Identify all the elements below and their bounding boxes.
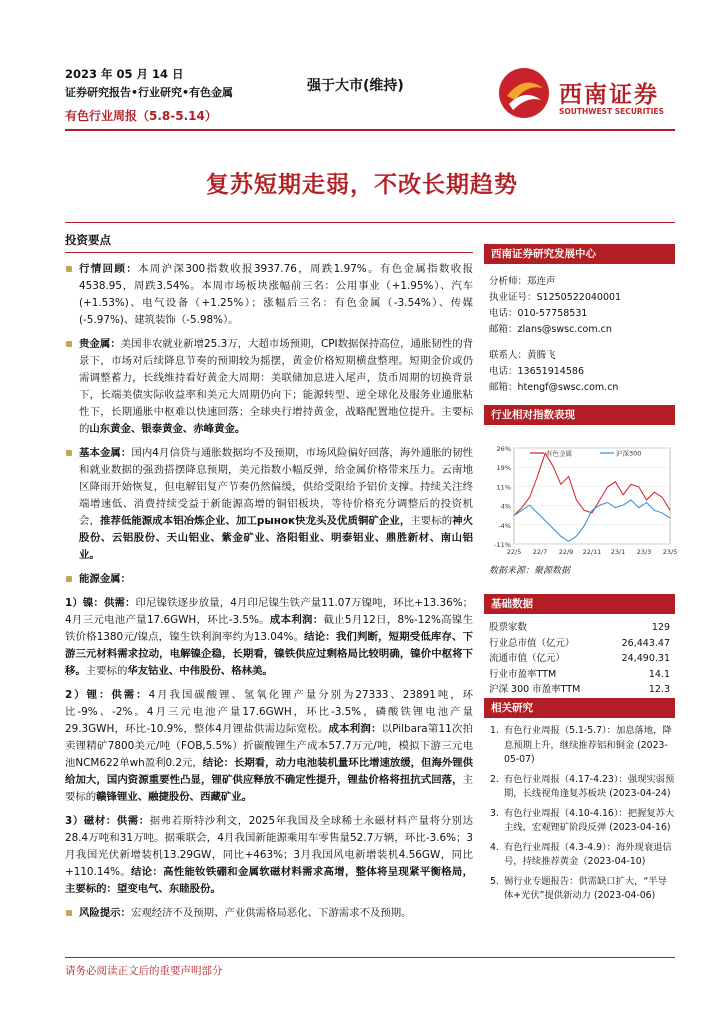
basic-data-value: 14.1	[648, 668, 670, 680]
section-rule	[65, 252, 473, 253]
chart-y-tick-label: 11%	[496, 483, 511, 492]
analyst-email: 邮箱：zlans@swsc.com.cn	[489, 324, 612, 335]
chart-y-tick-label: 4%	[500, 502, 511, 511]
related-research-text: 锡行业专题报告：供需缺口扩大，“半导体+光伏”提供新动力 (2023-04-06)	[504, 875, 667, 901]
analyst-phone: 电话：010-57758531	[489, 308, 588, 319]
related-research-item[interactable]	[484, 724, 675, 768]
chart-x-tick-label: 23/3	[636, 548, 652, 556]
related-research-text: 有色行业周报（4.3-4.9）：海外现衰退信号，持续推荐黄金（2023-04-10)	[504, 841, 672, 867]
analyst-name: 分析师：郑连声	[489, 276, 556, 287]
chart-legend-label: 沪深300	[616, 449, 642, 458]
company-logo	[497, 66, 682, 120]
report-date: 2023 年 05 月 14 日	[65, 67, 184, 81]
basic-data-row	[484, 682, 675, 698]
logo-text-en: SOUTHWEST SECURITIES	[559, 107, 664, 116]
related-research-text: 有色行业周报（4.10-4.16）：把握复苏大主线，宏观锂矿阶段反弹 (2023-04-16)	[504, 807, 675, 833]
chart-x-tick-label: 22/7	[532, 548, 548, 556]
main-column	[65, 232, 473, 929]
related-research-item[interactable]	[484, 773, 675, 802]
para-base-metals: 基本金属：国内4月信贷与通胀数据均不及预期，市场风险偏好回落，海外通胀的韧性和就业数据的强劲搭摆降息预期，美元指数小幅反弹，给金属价格带来压力。云南地区降雨开始恢复，但电解铝复产节奏仍然偏缓，供给受限给予铝价支撑。持续关注终端增速低、消费持续受益于新能源高增的铜铝板块，等待价格充分调整后的投资机会，推荐低能源成本铝冶炼企业、加工рынок快龙头及优质铜矿企业，主要标的神火股份、云铝股份、天山铝业、紫金矿业、洛阳钼业、明泰铝业、鼎胜新材、南山铝业。	[65, 445, 473, 564]
relative-index-chart	[484, 440, 678, 572]
performance-title: 行业相对指数表现	[484, 405, 675, 425]
report-weekly-title: 有色行业周报（5.8-5.14）	[65, 109, 217, 123]
related-research-item[interactable]	[484, 841, 675, 870]
basic-data-key: 流通市值（亿元）	[489, 653, 566, 664]
sidebar-research-center	[484, 244, 675, 396]
related-research-number: 5.	[490, 875, 499, 887]
basic-data-row	[484, 667, 675, 683]
chart-legend-label: 有色金属	[546, 449, 572, 458]
footer-divider	[65, 957, 675, 958]
chart-x-tick-label: 23/1	[610, 548, 626, 556]
sidebar-related-research	[484, 698, 675, 909]
contact-phone: 电话：13651914586	[489, 366, 584, 377]
para-precious-metals: 贵金属：美国非农就业新增25.3万，大超市场预期，CPI数据保持高位，通胀韧性的背景下，市场对后续降息节奏的预期较为摇摆，黄金价格短期横盘整理。短期金价或仍需调整蓄力，长线维持看好黄金大周期：美联储加息进入尾声，货币周期的切换背景下，长端美债实际收益率和美元大周期仍向下；能源转型、逆全球化及服务业通胀粘性下，长期通胀中枢难以快速回落；全球央行增持黄金，战略配置地位提升。主要标的山东黄金、银泰黄金、赤峰黄金。	[65, 336, 473, 438]
footer-disclaimer: 请务必阅读正文后的重要声明部分	[65, 965, 223, 977]
report-category: 证券研究报告•行业研究•有色金属	[65, 86, 234, 99]
related-research-title: 相关研究	[484, 698, 675, 718]
contact-name: 联系人：黄腾飞	[489, 350, 556, 361]
related-research-item[interactable]	[484, 807, 675, 836]
chart-series-line-1	[514, 500, 670, 542]
para-lithium: 2）锂：供需：4月我国碳酸锂、氢氧化锂产量分别为27333、23891吨，环比-9%、-2%。4月三元电池产量17.6GWH，环比-3.5%，磷酸铁锂电池产量29.3GWH，环比-10.9%，整体4月锂盐供需边际宽松。成本利润：以Pilbara第11次拍卖锂精矿7800美元/吨（FOB,5.5%）折碳酸锂生产成本57.7万元/吨，模拟下游三元电池NCM622单wh盈利0.2元，结论：长期看，动力电池装机量环比增速放缓，但海外锂供给加大，国内资源重要性凸显，锂矿供应释放不确定性提升，锂盐价格将扭抗式回落，主要标的赣锋锂业、融捷股份、西藏矿业。	[65, 689, 474, 803]
chart-y-tick-label: 19%	[496, 464, 511, 473]
basic-data-key: 股票家数	[489, 622, 528, 633]
logo-emblem-icon	[497, 66, 551, 120]
research-center-title: 西南证券研究发展中心	[484, 244, 675, 264]
para-energy-metals: 能源金属：	[65, 571, 473, 588]
related-research-number: 1.	[490, 725, 499, 736]
chart-x-tick-label: 22/11	[582, 548, 602, 556]
related-research-number: 4.	[490, 841, 499, 853]
chart-plot-frame	[514, 448, 670, 544]
title-divider	[65, 222, 675, 223]
chart-x-tick-label: 23/5	[662, 548, 678, 556]
chart-y-tick-label: -4%	[498, 521, 511, 530]
basic-data-row	[484, 620, 675, 636]
basic-data-key: 沪深 300 市盈率TTM	[489, 684, 581, 695]
related-research-text: 有色行业周报（5.1-5.7）：加息落地，降息预期上升，继续推荐铝和铜金 (2023-05-07)	[504, 725, 672, 765]
basic-data-row	[484, 651, 675, 667]
contact-email: 邮箱：htengf@swsc.com.cn	[489, 382, 619, 393]
chart-x-tick-label: 22/5	[506, 548, 522, 556]
related-research-number: 2.	[490, 773, 499, 785]
report-title: 复苏短期走弱，不改长期趋势	[206, 171, 518, 198]
para-risk: 风险提示：宏观经济不及预期、产业供需格局恶化、下游需求不及预期。	[65, 905, 473, 922]
basic-data-key: 行业市盈率TTM	[489, 668, 557, 680]
header-divider	[65, 129, 675, 131]
para-market-review: 行情回顾：本周沪深300指数收报3937.76，周跌1.97%。有色金属指数收报4538.95，周跌3.54%。本周市场板块涨幅前三名：公用事业（+1.95%）、汽车(+1.53%)、电气设备（+1.25%）；涨幅后三名：有色金属（-3.54%）、传媒(-5.97%)、建筑装饰（-5.98%）。	[65, 261, 473, 329]
basic-data-row	[484, 636, 675, 652]
para-magnetic: 3）磁材：供需：据弗若斯特沙利文，2025年我国及全球稀土永磁材料产量将分别达28.4万吨和31万吨。据乘联会，4月我国新能源乘用车零售量52.7万辆，环比-3.6%；3月我国光伏新增装机13.29GW，同比+463%；3月我国风电新增装机4.56GW，同比+110.14%。结论：高性能钕铁硼和金属软磁材料需求高增，整体将呈现紧平衡格局，主要标的：望变电气、东睦股份。	[65, 815, 474, 895]
industry-rating: 强于大市(维持)	[307, 78, 404, 94]
basic-data-value: 24,490.31	[621, 653, 670, 664]
sidebar-performance	[484, 405, 675, 425]
sidebar-basic-data	[484, 594, 675, 703]
chart-y-tick-label: -11%	[494, 541, 511, 549]
para-nickel: 1）镍：供需：印尼镍铁逐步放量，4月印尼镍生铁产量11.07万镍吨，环比+13.36%；4月三元电池产量17.6GWH，环比-3.5%。成本利润：截止5月12日，8%-12%高镍生铁价格1380元/镍点，镍生铁利润率约为13.04%。结论：我们判断，短期受低库存、下游三元材料需求拉动，电解镍企稳，长期看，镍铁供应过剩格局比较明确，镍价中枢将下移。主要标的华友钴业、中伟股份、格林美。	[65, 597, 474, 677]
basic-data-key: 行业总市值（亿元）	[489, 637, 575, 649]
basic-data-value: 12.3	[648, 684, 670, 695]
related-research-item[interactable]	[484, 875, 675, 904]
basic-data-value: 129	[651, 622, 670, 633]
chart-x-tick-label: 22/9	[558, 548, 574, 556]
chart-source: 数据来源：聚源数据	[489, 566, 571, 576]
chart-y-tick-label: 26%	[496, 445, 511, 453]
section-title: 投资要点	[65, 233, 111, 247]
chart-series-line-0	[514, 453, 670, 515]
basic-data-title: 基础数据	[484, 594, 675, 614]
basic-data-value: 26,443.47	[621, 637, 670, 649]
related-research-text: 有色行业周报（4.17-4.23）：强现实弱预期，长线视角逢复苏板块 (2023-04-24)	[504, 773, 675, 799]
related-research-number: 3.	[490, 807, 499, 819]
analyst-license: 执业证号：S1250522040001	[489, 292, 622, 303]
logo-text-cn: 西南证券	[559, 82, 659, 108]
